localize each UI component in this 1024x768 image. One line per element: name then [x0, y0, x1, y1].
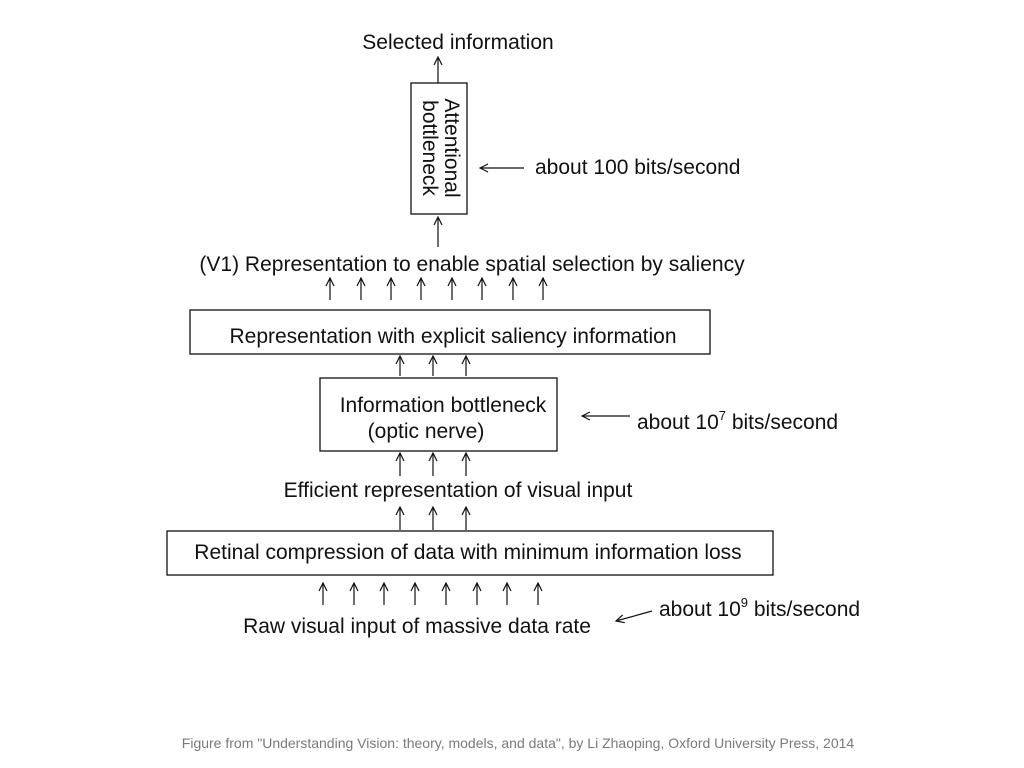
optic-rate-prefix: about 10	[637, 411, 719, 434]
arrow-input-rate	[616, 611, 652, 621]
v1-representation-label: (V1) Representation to enable spatial selection by saliency	[199, 253, 745, 276]
attentional-box-line1: Attentional	[440, 98, 463, 198]
attention-rate-label: about 100 bits/second	[535, 156, 741, 179]
optic-rate-label	[637, 408, 838, 434]
input-rate-exponent: 9	[740, 595, 748, 610]
input-rate-prefix: about 10	[659, 598, 741, 621]
attentional-box-line2: bottleneck	[418, 100, 441, 196]
efficient-representation-label: Efficient representation of visual input	[283, 479, 633, 502]
saliency-box-label: Representation with explicit saliency information	[229, 325, 677, 348]
retina-box-label: Retinal compression of data with minimum information loss	[194, 541, 742, 564]
optic-rate-suffix: bits/second	[725, 411, 839, 434]
raw-visual-input-label: Raw visual input of massive data rate	[243, 615, 591, 638]
optic-rate-exponent: 7	[718, 408, 726, 423]
input-rate-label	[659, 595, 860, 621]
info-box-line1: Information bottleneck	[339, 394, 547, 417]
selected-information-label: Selected information	[362, 31, 554, 54]
figure-caption: Figure from "Understanding Vision: theory, models, and data", by Li Zhaoping, Oxford University Press, 2014	[181, 735, 855, 751]
info-box-line2: (optic nerve)	[367, 420, 485, 443]
input-rate-suffix: bits/second	[747, 598, 861, 621]
